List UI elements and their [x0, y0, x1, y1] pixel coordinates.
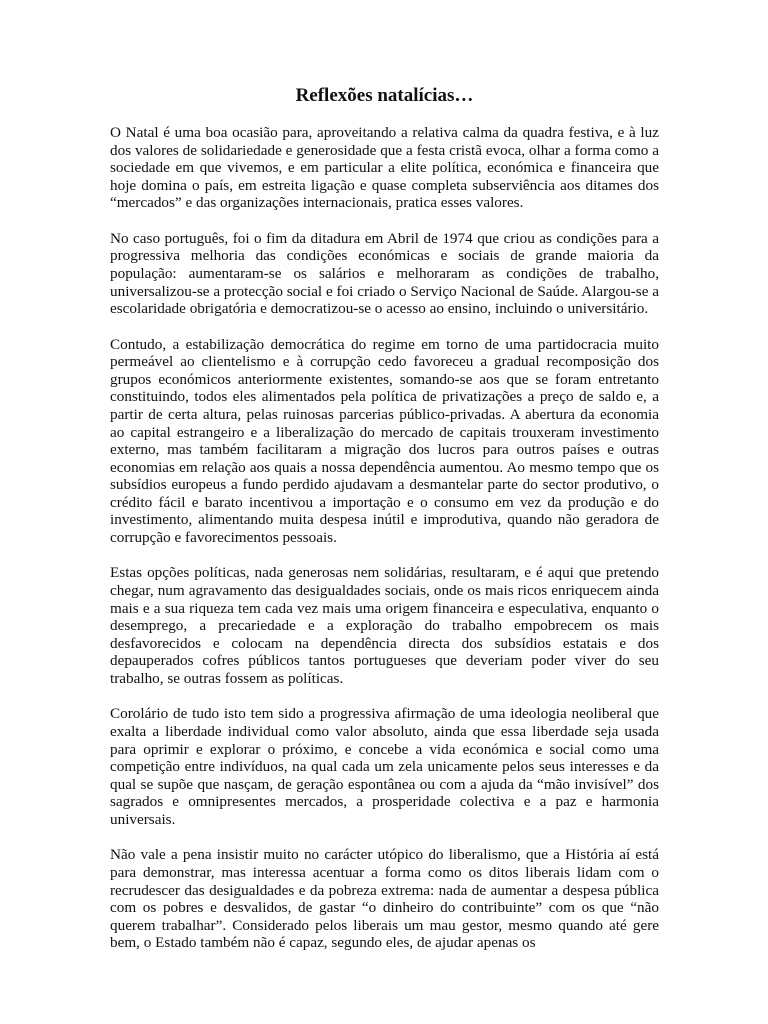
paragraph-2: No caso português, foi o fim da ditadura em Abril de 1974 que criou as condições para a progressiva melhoria das condições económicas e sociais de grande maioria da população: aumentaram-se os salários e melhoraram as condições de trabalho, universalizou-se a protecção social e foi criado o Serviço Nacional de Saúde. Alargou-se a escolaridade obrigatória e democratizou-se o acesso ao ensino, incluindo o universitário.	[110, 229, 659, 318]
paragraph-1: O Natal é uma boa ocasião para, aproveitando a relativa calma da quadra festiva, e à luz dos valores de solidariedade e generosidade que a festa cristã evoca, olhar a forma como a sociedade em que vivemos, e em particular a elite política, económica e financeira que hoje domina o país, em estreita ligação e quase completa subserviência aos ditames dos “mercados” e das organizações internacionais, pratica esses valores.	[110, 124, 659, 212]
paragraph-4: Estas opções políticas, nada generosas nem solidárias, resultaram, e é aqui que pretendo chegar, num agravamento das desigualdades sociais, onde os mais ricos enriquecem ainda mais e a sua riqueza tem cada vez mais uma origem financeira e especulativa, enquanto o desemprego, a precariedade e a exploração do trabalho empobrecem os mais desfavorecidos e colocam na dependência directa dos subsídios estatais e dos depauperados cofres públicos tantos portugueses que deveriam poder viver do seu trabalho, se outras fossem as políticas.	[110, 564, 659, 688]
document-page	[110, 84, 659, 970]
paragraph-3: Contudo, a estabilização democrática do regime em torno de uma partidocracia muito permeável ao clientelismo e à corrupção cedo favoreceu a gradual recomposição dos grupos económicos anteriormente existentes, somando-se aos que se foram entretanto constituindo, todos eles alimentados pela política de privatizações a preço de saldo e, a partir de certa altura, pelas ruinosas parcerias público-privadas. A abertura da economia ao capital estrangeiro e a liberalização do mercado de capitais trouxeram investimento externo, mas também facilitaram a migração dos lucros para outros países e outras economias em relação aos quais a nossa dependência aumentou. Ao mesmo tempo que os subsídios europeus a fundo perdido ajudavam a desmantelar parte do sector produtivo, o crédito fácil e barato incentivou a importação e o consumo em vez da produção e do investimento, alimentando muita despesa inútil e improdutiva, quando não geradora de corrupção e favorecimentos pessoais.	[110, 335, 659, 547]
paragraph-5: Corolário de tudo isto tem sido a progressiva afirmação de uma ideologia neoliberal que exalta a liberdade individual como valor absoluto, ainda que essa liberdade seja usada para oprimir e explorar o próximo, e concebe a vida económica e social como uma competição entre indivíduos, na qual cada um zela unicamente pelos seus interesses e da qual se supõe que nasçam, de geração espontânea ou com a ajuda da “mão invisível” dos sagrados e omnipresentes mercados, a prosperidade colectiva e a paz e harmonia universais.	[110, 705, 659, 828]
document-title: Reflexões natalícias…	[295, 85, 474, 106]
paragraph-6: Não vale a pena insistir muito no carácter utópico do liberalismo, que a História aí está para demonstrar, mas interessa acentuar a forma como os ditos liberais lidam com o recrudescer das desigualdades e da pobreza extrema: nada de aumentar a despesa pública com os pobres e desvalidos, de gastar “o dinheiro do contribuinte” com os que “não querem trabalhar”. Considerado pelos liberais um mau gestor, mesmo quando até gere bem, o Estado também não é capaz, segundo eles, de ajudar apenas os	[110, 846, 659, 952]
